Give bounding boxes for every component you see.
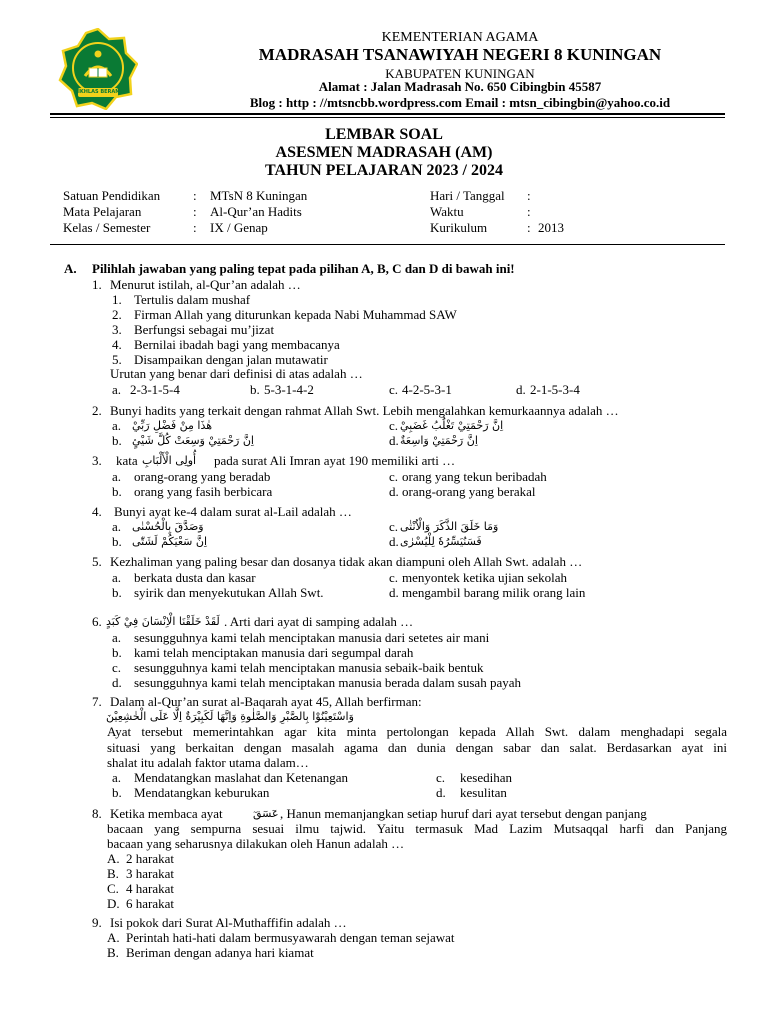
option-text: sesungguhnya kami telah menciptakan manusia sebaik-baik bentuk (134, 660, 484, 675)
question-stem: Bunyi hadits yang terkait dengan rahmat Allah Swt. Lebih mengalahkan kemurkaannya adalah … (110, 403, 619, 418)
option-text: Perintah hati-hati dalam bermusyawarah dengan teman sejawat (126, 930, 455, 945)
option-letter: a. (112, 770, 122, 785)
paragraph-line: bacaan yang sempurna sesuai ilmu tajwid. Yaitu termasuk Mad Lazim Mutsaqqal harfi dan Panjang (107, 821, 727, 836)
option-text: 4 harakat (126, 881, 175, 896)
info-value: 2013 (538, 220, 564, 235)
question-number: 1. (92, 277, 102, 292)
school-logo (58, 28, 138, 110)
option-text: Mendatangkan keburukan (134, 785, 270, 800)
section-instruction: Pilihlah jawaban yang paling tepat pada pilihan A, B, C dan D di bawah ini! (92, 261, 515, 276)
info-sep: : (193, 188, 197, 203)
list-item: Bernilai ibadah bagi yang membacanya (134, 337, 340, 352)
list-item-number: 5. (112, 352, 122, 367)
regency-name: KABUPATEN KUNINGAN (385, 66, 535, 81)
option-text: orang yang tekun beribadah (402, 469, 547, 484)
option-arabic: اِنَّ رَحْمَتِيْ وَسِعَتْ كُلَّ شَيْئٍ (132, 434, 254, 447)
option-letter: c. (436, 770, 446, 785)
info-label: Satuan Pendidikan (63, 188, 161, 203)
option-letter: d. (389, 433, 399, 448)
option-text: sesungguhnya kami telah menciptakan manusia berada dalam susah payah (134, 675, 521, 690)
option-text: Mendatangkan maslahat dan Ketenangan (134, 770, 349, 785)
question-stem-post: , Hanun memanjangkan setiap huruf dari ayat tersebut dengan panjang (280, 806, 647, 821)
option-text: orang yang fasih berbicara (134, 484, 273, 499)
info-sep: : (527, 188, 531, 203)
question-stem: Isi pokok dari Surat Al-Muthaffifin adalah … (110, 915, 347, 930)
option-letter: a. (112, 519, 122, 534)
option-letter: c. (389, 570, 399, 585)
option-text: orang-orang yang berakal (402, 484, 536, 499)
question-stem: Dalam al-Qur’an surat al-Baqarah ayat 45, Allah berfirman: (110, 694, 422, 709)
list-item: Tertulis dalam mushaf (134, 292, 251, 307)
option-letter: A. (107, 930, 120, 945)
school-contact: Blog : http : //mtsncbb.wordpress.com Email : mtsn_cibingbin@yahoo.co.id (249, 95, 671, 110)
question-number: 7. (92, 694, 102, 709)
option-letter: c. (112, 660, 122, 675)
exam-title: ASESMEN MADRASAH (AM) (275, 144, 493, 161)
option-letter: b. (112, 585, 122, 600)
option-text: 5-3-1-4-2 (264, 382, 314, 397)
question-stem: Bunyi ayat ke-4 dalam surat al-Lail adalah … (114, 504, 352, 519)
info-value: Al-Qur’an Hadits (210, 204, 302, 219)
option-letter: b. (250, 382, 260, 397)
info-value: IX / Genap (210, 220, 268, 235)
list-item-number: 3. (112, 322, 122, 337)
info-sep: : (527, 204, 531, 219)
option-text: 4-2-5-3-1 (402, 382, 452, 397)
question-stem-post: pada surat Ali Imran ayat 190 memiliki arti … (214, 453, 456, 468)
option-letter: B. (107, 866, 119, 881)
list-item: Berfungsi sebagai mu’jizat (134, 322, 275, 337)
option-letter: a. (112, 630, 122, 645)
list-item-number: 2. (112, 307, 122, 322)
option-arabic: اِنَّ رَحْمَتِيْ وَاسِعَةٌ (400, 434, 478, 447)
option-letter: b. (112, 785, 122, 800)
option-text: berkata dusta dan kasar (134, 570, 256, 585)
question-stem: Kezhaliman yang paling besar dan dosanya tidak akan diampuni oleh Allah Swt. adalah … (110, 554, 583, 569)
question-number: 3. (92, 453, 102, 468)
option-text: menyontek ketika ujian sekolah (402, 570, 567, 585)
info-label: Waktu (430, 204, 464, 219)
option-letter: A. (107, 851, 120, 866)
option-text: Beriman dengan adanya hari kiamat (126, 945, 314, 960)
option-letter: B. (107, 945, 119, 960)
question-number: 9. (92, 915, 102, 930)
option-letter: c. (389, 418, 399, 433)
info-label: Kelas / Semester (63, 220, 151, 235)
question-number: 5. (92, 554, 102, 569)
option-letter: c. (389, 469, 399, 484)
option-text: sesungguhnya kami telah menciptakan manusia dari setetes air mani (134, 630, 490, 645)
option-text: orang-orang yang beradab (134, 469, 271, 484)
info-sep: : (193, 220, 197, 235)
header-divider-thick (50, 113, 725, 115)
option-letter: d. (112, 675, 122, 690)
question-number: 4. (92, 504, 102, 519)
option-letter: b. (112, 534, 122, 549)
list-item-number: 4. (112, 337, 122, 352)
option-letter: d. (389, 484, 399, 499)
option-letter: d. (389, 585, 399, 600)
option-letter: c. (389, 382, 399, 397)
paragraph-line: bacaan yang seharusnya dilakukan oleh Hanun adalah … (107, 836, 405, 851)
info-sep: : (527, 220, 531, 235)
option-letter: a. (112, 418, 122, 433)
option-arabic: وَمَا خَلَقَ الذَّكَرَ وَالْاُنْثٰى (400, 520, 499, 533)
question-arabic: لَقَدْ خَلَقْنَا الْاِنْسَانَ فِيْ كَبَدٍ (106, 615, 220, 628)
question-number: 6. (92, 614, 102, 629)
logo-caption: IKHLAS BERAMAL (78, 89, 128, 95)
option-letter: a. (112, 570, 122, 585)
question-arabic: وَاسْتَعِيْنُوْا بِالصَّبْرِ وَالصَّلٰوةِ وَاِنَّهَا لَكَبِيْرَةٌ اِلَّا عَلَى الْخٰشِعِيْنَ (106, 710, 354, 723)
question-stem-post: . Arti dari ayat di samping adalah … (224, 614, 414, 629)
section-letter: A. (64, 261, 77, 276)
question-stem-pre: kata (116, 453, 138, 468)
option-arabic: وَصَدَّقَ بِالْحُسْنٰى (132, 520, 204, 533)
info-label: Kurikulum (430, 220, 488, 235)
question-number: 2. (92, 403, 102, 418)
question-stem: Menurut istilah, al-Qur’an adalah … (110, 277, 301, 292)
option-letter: d. (389, 534, 399, 549)
list-item: Firman Allah yang diturunkan kepada Nabi Muhammad SAW (134, 307, 457, 322)
option-text: 6 harakat (126, 896, 175, 911)
info-value: MTsN 8 Kuningan (210, 188, 308, 203)
option-letter: a. (112, 382, 122, 397)
option-text: kesulitan (460, 785, 507, 800)
info-label: Mata Pelajaran (63, 204, 142, 219)
year-title: TAHUN PELAJARAN 2023 / 2024 (265, 162, 503, 179)
list-item-number: 1. (112, 292, 122, 307)
option-letter: d. (516, 382, 526, 397)
option-letter: b. (112, 433, 122, 448)
list-item: Disampaikan dengan jalan mutawatir (134, 352, 328, 367)
option-letter: c. (389, 519, 399, 534)
option-text: 2-3-1-5-4 (130, 382, 180, 397)
question-number: 8. (92, 806, 102, 821)
question-followup: Urutan yang benar dari definisi di atas adalah … (110, 366, 363, 381)
paragraph-line: shalat itu adalah faktor utama dalam… (107, 755, 309, 770)
option-letter: b. (112, 484, 122, 499)
paragraph-line: situasi yang berkaitan dengan masalah agama dan dunia dengan sabar dan salat. Berdasarkan ayat ini (107, 740, 727, 755)
option-text: 3 harakat (126, 866, 175, 881)
info-label: Hari / Tanggal (430, 188, 505, 203)
info-divider (50, 244, 725, 245)
option-text: syirik dan menyekutukan Allah Swt. (134, 585, 324, 600)
school-name: MADRASAH TSANAWIYAH NEGERI 8 KUNINGAN (258, 45, 662, 64)
ministry-name: KEMENTERIAN AGAMA (381, 30, 539, 45)
option-letter: D. (107, 896, 120, 911)
question-arabic: عٓسٓقٓ (253, 807, 279, 820)
sheet-title: LEMBAR SOAL (325, 126, 443, 143)
option-arabic: اِنَّ رَحْمَتِيْ تَغْلُبُ غَضَبِيْ (400, 419, 504, 432)
option-arabic: فَسَنُيَسِّرُهٗ لِلْيُسْرٰى (400, 535, 482, 548)
option-text: mengambil barang milik orang lain (402, 585, 586, 600)
header-divider-thin (50, 117, 725, 118)
option-arabic: هٰذَا مِنْ فَضْلِ رَبِّيْ (132, 419, 213, 432)
option-arabic: اِنَّ سَعْيَكُمْ لَشَتّٰى (132, 535, 208, 548)
option-letter: d. (436, 785, 446, 800)
option-text: kami telah menciptakan manusia dari segumpal darah (134, 645, 414, 660)
question-stem-pre: Ketika membaca ayat (110, 806, 223, 821)
option-text: kesedihan (460, 770, 512, 785)
school-address: Alamat : Jalan Madrasah No. 650 Cibingbin 45587 (318, 79, 602, 94)
paragraph-line: Ayat tersebut memerintahkan agar kita minta pertolongan kepada Allah Swt. dalam menghadapi segala (107, 724, 727, 739)
option-letter: a. (112, 469, 122, 484)
option-letter: b. (112, 645, 122, 660)
question-arabic: أُولِى الْأَلْبَابِ (142, 454, 197, 467)
option-text: 2-1-5-3-4 (530, 382, 580, 397)
option-text: 2 harakat (126, 851, 175, 866)
option-letter: C. (107, 881, 119, 896)
info-sep: : (193, 204, 197, 219)
